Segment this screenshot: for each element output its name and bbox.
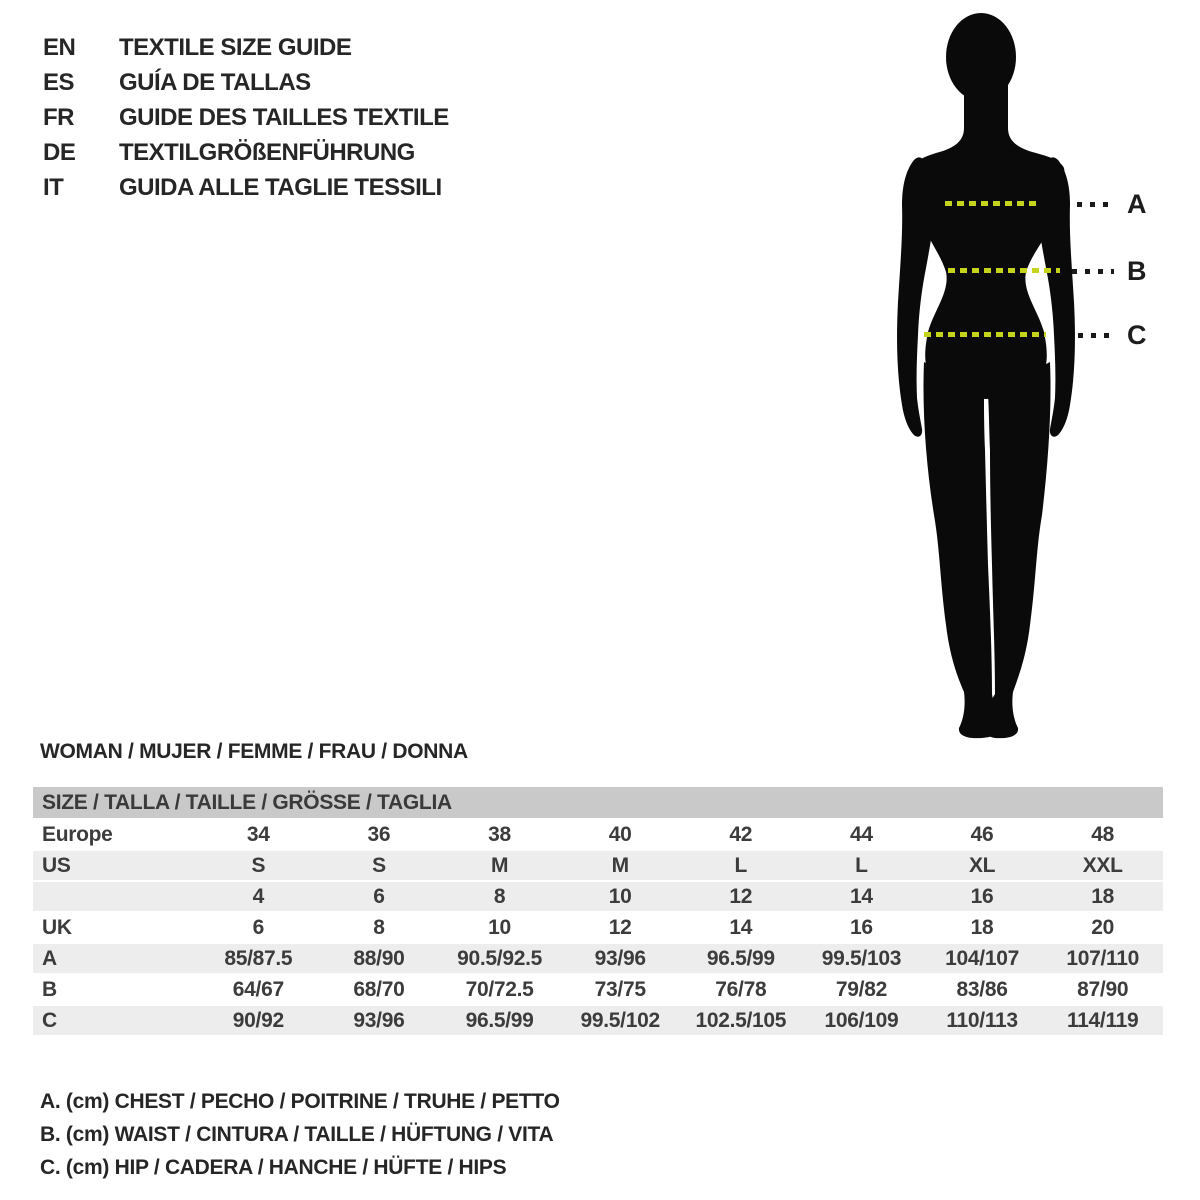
size-cell: 107/110 <box>1066 947 1140 970</box>
waist-leader-dots <box>1072 269 1114 274</box>
size-cell: 68/70 <box>353 978 405 1001</box>
size-cell: 79/82 <box>835 978 887 1001</box>
size-cell: M <box>490 854 509 877</box>
legend-row-a: A. (cm) CHEST / PECHO / POITRINE / TRUHE / PETTO <box>40 1090 560 1113</box>
row-label: US <box>42 854 71 877</box>
size-cell: 90/92 <box>232 1009 284 1032</box>
size-cell: XXL <box>1082 854 1123 877</box>
size-cell: 96.5/99 <box>465 1009 534 1032</box>
size-cell: 6 <box>373 885 385 908</box>
hip-measure-dash-line <box>924 332 1046 337</box>
size-cell: 18 <box>970 916 994 939</box>
size-cell: M <box>611 854 629 877</box>
size-cell: 8 <box>373 916 385 939</box>
size-cell: 70/72.5 <box>465 978 534 1001</box>
size-cell: 8 <box>493 885 506 908</box>
row-label <box>33 882 198 911</box>
size-cell: 106/109 <box>824 1009 899 1032</box>
size-cell: 18 <box>1091 885 1115 908</box>
lang-row-es <box>43 65 449 100</box>
measure-label-c: C <box>1127 320 1147 350</box>
measure-label-b: B <box>1127 256 1147 286</box>
size-cell: 34 <box>246 823 270 846</box>
size-cell: 102.5/105 <box>695 1009 787 1032</box>
size-cell: 90.5/92.5 <box>457 947 542 970</box>
size-table-row-us-numeric <box>33 880 1163 911</box>
size-cell: 99.5/103 <box>821 947 902 970</box>
size-cell: 38 <box>488 823 511 846</box>
size-table-body <box>33 818 1163 1035</box>
lang-row-it <box>43 170 449 205</box>
size-cell: 83/86 <box>956 978 1008 1001</box>
size-cell: 87/90 <box>1077 978 1129 1001</box>
silhouette-right-leg <box>985 362 1051 738</box>
size-cell: 48 <box>1091 823 1115 846</box>
row-label: A <box>42 947 57 970</box>
lang-code: ES <box>43 68 75 96</box>
size-cell: 104/107 <box>945 947 1019 970</box>
size-cell: 40 <box>608 823 632 846</box>
lang-row-de <box>43 135 449 170</box>
measure-legend <box>40 1085 560 1184</box>
size-table-row-uk <box>33 911 1163 942</box>
lang-code: DE <box>43 138 76 166</box>
language-title-block <box>43 30 449 205</box>
size-cell: 99.5/102 <box>580 1009 660 1032</box>
size-cell: 93/96 <box>594 947 646 970</box>
size-cell: 16 <box>850 916 873 939</box>
silhouette-left-leg <box>923 362 1000 738</box>
size-cell: 14 <box>729 916 753 939</box>
size-cell: 12 <box>729 885 753 908</box>
size-cell: 42 <box>729 823 753 846</box>
size-cell: 114/119 <box>1066 1009 1139 1032</box>
lang-code: FR <box>43 103 74 131</box>
size-cell: 110/113 <box>946 1009 1018 1032</box>
size-table-header: SIZE / TALLA / TAILLE / GRÖSSE / TAGLIA <box>33 787 1163 818</box>
lang-label: GUIDE DES TAILLES TEXTILE <box>119 103 449 131</box>
size-cell: 96.5/99 <box>706 947 775 970</box>
size-table-row-us <box>33 849 1163 880</box>
row-label: C <box>42 1009 57 1032</box>
lang-row-en <box>43 30 449 65</box>
row-label: Europe <box>42 823 113 846</box>
size-cell: 93/96 <box>353 1009 405 1032</box>
size-cell: 88/90 <box>353 947 405 970</box>
size-table-row-c <box>33 1004 1163 1035</box>
size-cell: 73/75 <box>594 978 646 1001</box>
size-table-row-b <box>33 973 1163 1004</box>
size-cell: S <box>251 854 266 877</box>
row-label: B <box>42 978 57 1001</box>
size-cell: 76/78 <box>715 978 767 1001</box>
size-cell: 10 <box>488 916 511 939</box>
size-cell: 10 <box>608 885 632 908</box>
size-cell: 85/87.5 <box>224 947 293 970</box>
lang-label: GUÍA DE TALLAS <box>119 68 311 96</box>
size-cell: S <box>372 854 386 877</box>
row-label: UK <box>42 916 72 939</box>
lang-label: GUIDA ALLE TAGLIE TESSILI <box>119 173 442 201</box>
waist-measure-dash-line <box>948 268 1060 273</box>
size-cell: XL <box>968 854 996 877</box>
size-cell: 64/67 <box>232 978 284 1001</box>
size-cell: 4 <box>252 885 264 908</box>
size-cell: 14 <box>850 885 873 908</box>
group-title: WOMAN / MUJER / FEMME / FRAU / DONNA <box>40 740 468 763</box>
chest-leader-dots <box>1077 202 1115 207</box>
woman-silhouette <box>860 10 1112 740</box>
legend-row-b: B. (cm) WAIST / CINTURA / TAILLE / HÜFTUNG / VITA <box>40 1123 554 1146</box>
size-cell: 20 <box>1091 916 1115 939</box>
silhouette-torso <box>911 128 1065 399</box>
lang-label: TEXTILE SIZE GUIDE <box>119 33 352 61</box>
lang-code: EN <box>43 33 76 61</box>
size-cell: 6 <box>252 916 264 939</box>
size-cell: 16 <box>970 885 994 908</box>
size-cell: L <box>855 854 868 877</box>
hip-leader-dots <box>1078 333 1114 338</box>
lang-label: TEXTILGRÖßENFÜHRUNG <box>119 138 415 166</box>
woman-silhouette-figure <box>860 10 1112 740</box>
size-cell: 46 <box>970 823 994 846</box>
size-cell: 12 <box>608 916 632 939</box>
chest-measure-dash-line <box>945 201 1041 206</box>
measure-label-a: A <box>1127 189 1147 219</box>
size-table <box>33 787 1163 1035</box>
size-table-row-europe <box>33 818 1163 849</box>
size-cell: 36 <box>367 823 391 846</box>
size-cell: 44 <box>850 823 873 846</box>
size-cell: L <box>734 854 748 877</box>
lang-row-fr <box>43 100 449 135</box>
legend-row-c: C. (cm) HIP / CADERA / HANCHE / HÜFTE / HIPS <box>40 1156 507 1179</box>
lang-code: IT <box>43 173 64 201</box>
size-table-row-a <box>33 942 1163 973</box>
